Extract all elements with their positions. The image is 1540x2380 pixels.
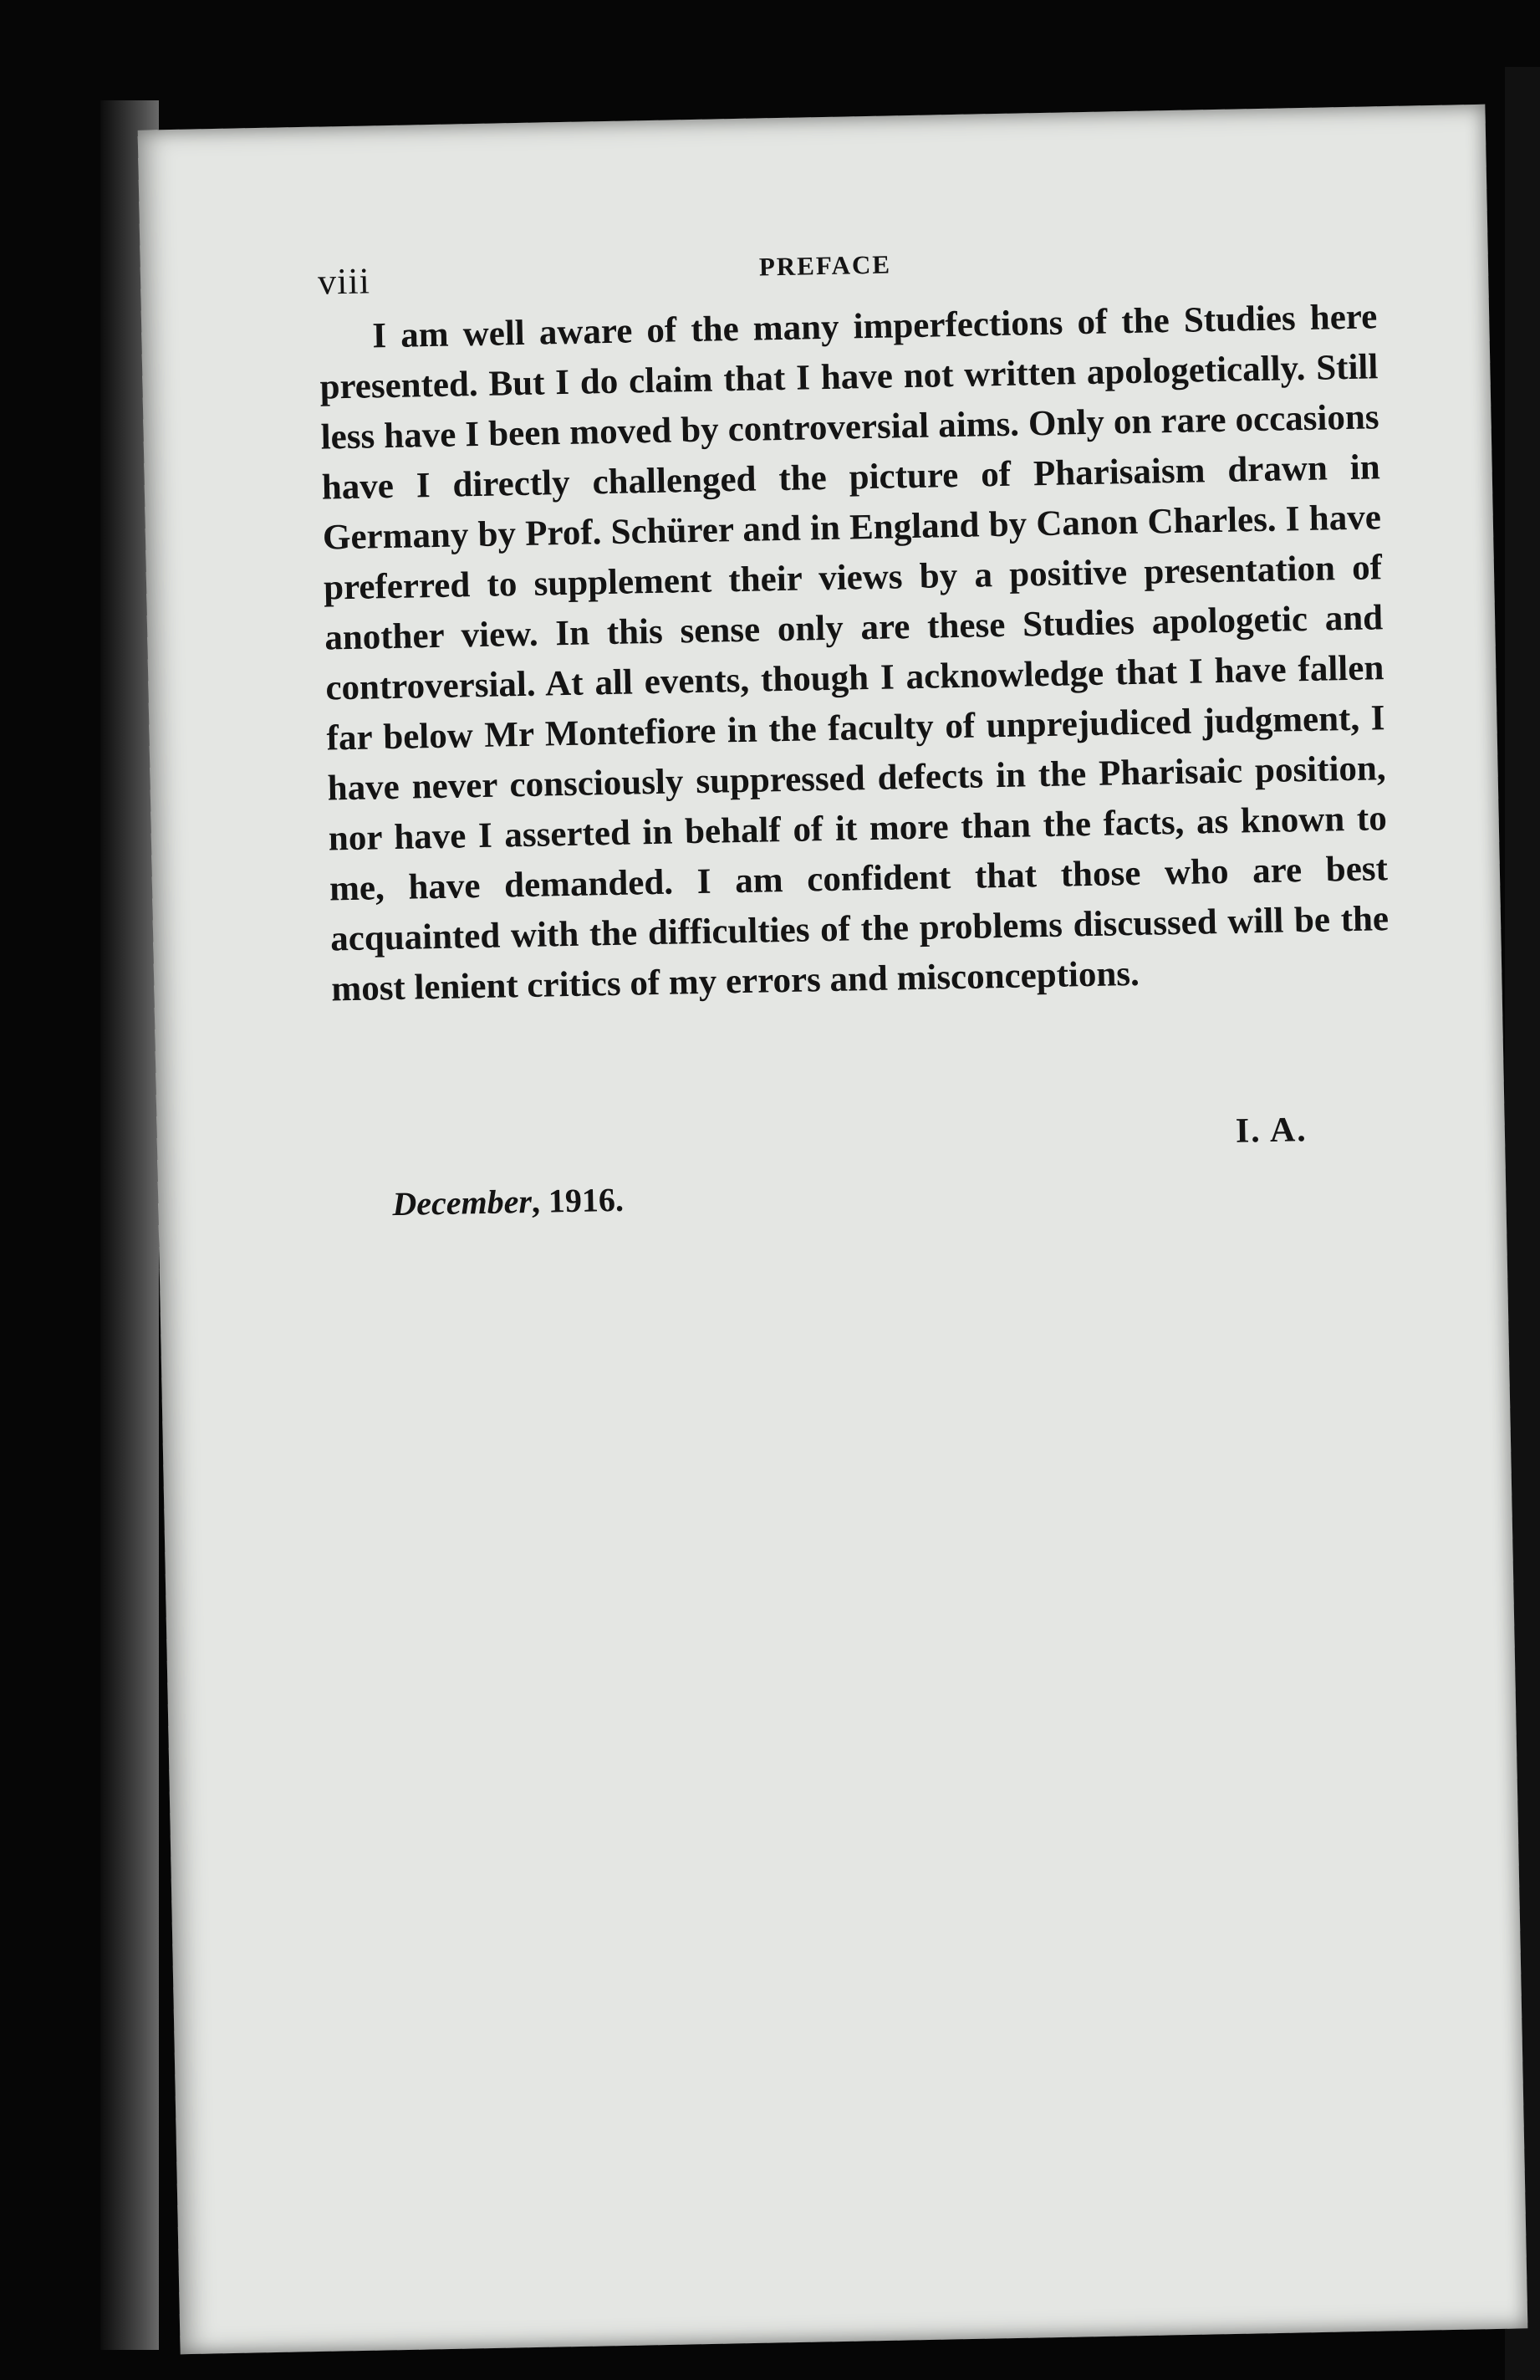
book-page	[138, 105, 1528, 2354]
preface-paragraph: I am well aware of the many imperfections of the Studies here presented. But I do claim that I have not written apologetically. Still less have I been moved by controversial aims. Only on rare occasions have I directly challenged the picture of Pharisaism drawn in Germany by Prof. Schürer and in England by Canon Charles. I have preferred to supplement their views by a positive presentation of another view. In this sense only are these Studies apologetic and controversial. At all events, though I acknowledge that I have fallen far below Mr Montefiore in the faculty of unprejudiced judgment, I have never consciously suppressed defects in the Pharisaic position, nor have I asserted in behalf of it more than the facts, as known to me, have demanded. I am confident that those who are best acquainted with the difficulties of the problems discussed will be the most lenient critics of my errors and misconceptions.	[319, 297, 1390, 1009]
dateline-month: December	[391, 1182, 533, 1223]
page-number: viii	[317, 260, 371, 303]
running-head: PREFACE	[758, 249, 892, 282]
dateline-year: , 1916.	[531, 1180, 625, 1220]
dateline	[392, 1180, 624, 1223]
author-initials: I. A.	[1235, 1111, 1308, 1151]
